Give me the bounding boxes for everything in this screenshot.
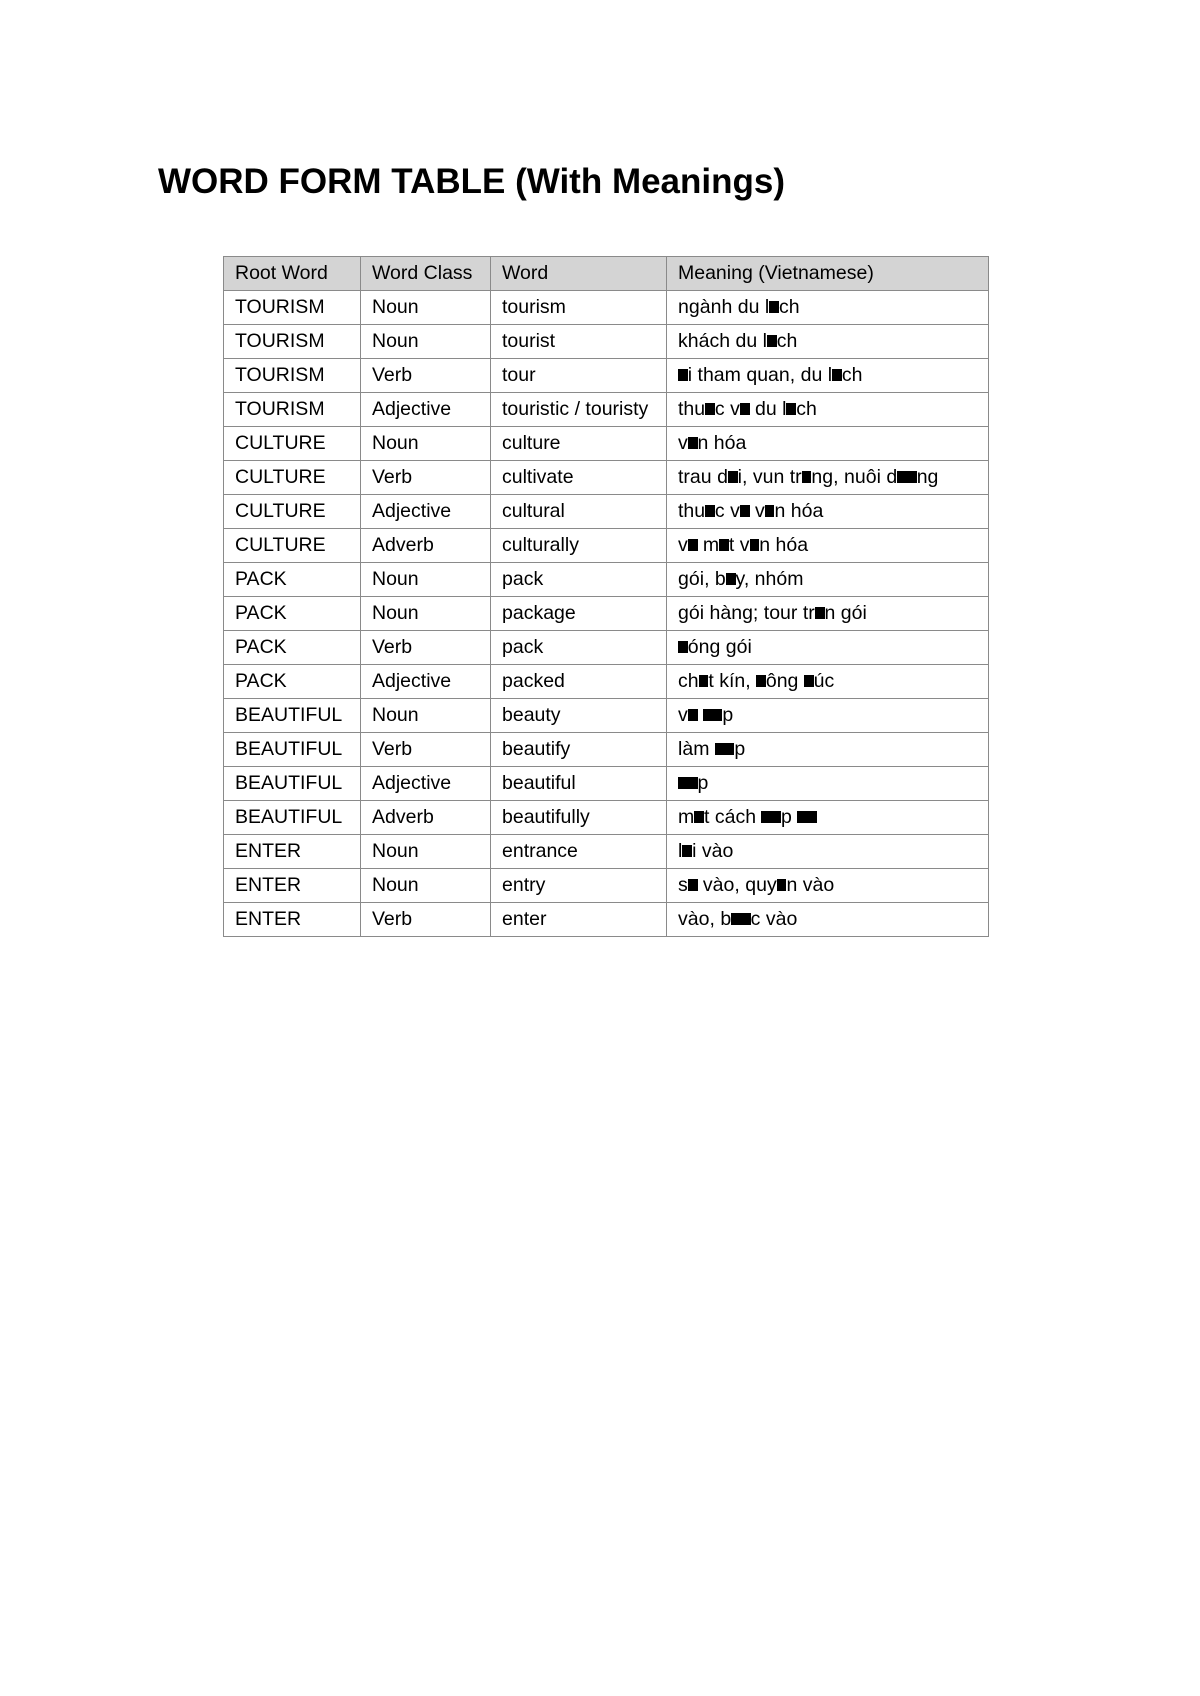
cell-word: beautify bbox=[491, 733, 667, 767]
table-row bbox=[224, 733, 989, 767]
missing-glyph-block bbox=[731, 913, 741, 925]
cell-meaning: ch t kín, ông úc bbox=[667, 665, 989, 699]
cell-word: tourism bbox=[491, 291, 667, 325]
cell-meaning: v m t v n hóa bbox=[667, 529, 989, 563]
cell-word: pack bbox=[491, 631, 667, 665]
cell-root-word: CULTURE bbox=[224, 529, 361, 563]
cell-word: entrance bbox=[491, 835, 667, 869]
table-row bbox=[224, 563, 989, 597]
cell-meaning: m t cách p bbox=[667, 801, 989, 835]
cell-meaning: ngành du l ch bbox=[667, 291, 989, 325]
missing-glyph-block bbox=[726, 573, 736, 585]
missing-glyph-block bbox=[769, 301, 779, 313]
cell-meaning: v n hóa bbox=[667, 427, 989, 461]
cell-meaning: thu c v du l ch bbox=[667, 393, 989, 427]
missing-glyph-block bbox=[815, 607, 825, 619]
table-row bbox=[224, 291, 989, 325]
cell-meaning: vào, b c vào bbox=[667, 903, 989, 937]
cell-word-class: Adjective bbox=[361, 495, 491, 529]
cell-word-class: Noun bbox=[361, 597, 491, 631]
cell-meaning: i tham quan, du l ch bbox=[667, 359, 989, 393]
cell-root-word: TOURISM bbox=[224, 291, 361, 325]
missing-glyph-block bbox=[678, 641, 688, 653]
missing-glyph-block bbox=[802, 471, 812, 483]
missing-glyph-block bbox=[807, 811, 817, 823]
cell-word: culture bbox=[491, 427, 667, 461]
cell-word-class: Adjective bbox=[361, 393, 491, 427]
word-form-table bbox=[223, 256, 989, 937]
cell-word-class: Verb bbox=[361, 359, 491, 393]
cell-root-word: PACK bbox=[224, 563, 361, 597]
table-row bbox=[224, 427, 989, 461]
missing-glyph-block bbox=[786, 403, 796, 415]
page-title: WORD FORM TABLE (With Meanings) bbox=[158, 162, 786, 201]
header-meaning: Meaning (Vietnamese) bbox=[667, 257, 989, 291]
missing-glyph-block bbox=[678, 777, 688, 789]
header-word-class: Word Class bbox=[361, 257, 491, 291]
missing-glyph-block bbox=[750, 539, 760, 551]
cell-word: packed bbox=[491, 665, 667, 699]
cell-word: tour bbox=[491, 359, 667, 393]
cell-meaning: làm p bbox=[667, 733, 989, 767]
cell-word-class: Noun bbox=[361, 699, 491, 733]
cell-root-word: PACK bbox=[224, 597, 361, 631]
cell-word: tourist bbox=[491, 325, 667, 359]
cell-word: culturally bbox=[491, 529, 667, 563]
table-row bbox=[224, 767, 989, 801]
cell-root-word: CULTURE bbox=[224, 495, 361, 529]
cell-word: cultural bbox=[491, 495, 667, 529]
cell-root-word: ENTER bbox=[224, 869, 361, 903]
table-header-row bbox=[224, 257, 989, 291]
cell-meaning: v p bbox=[667, 699, 989, 733]
cell-root-word: TOURISM bbox=[224, 393, 361, 427]
missing-glyph-block bbox=[694, 811, 704, 823]
table-row bbox=[224, 699, 989, 733]
cell-root-word: TOURISM bbox=[224, 359, 361, 393]
cell-word: beautifully bbox=[491, 801, 667, 835]
cell-word-class: Verb bbox=[361, 903, 491, 937]
missing-glyph-block bbox=[688, 539, 698, 551]
table-row bbox=[224, 835, 989, 869]
cell-meaning: óng gói bbox=[667, 631, 989, 665]
header-word: Word bbox=[491, 257, 667, 291]
cell-word-class: Verb bbox=[361, 733, 491, 767]
cell-root-word: ENTER bbox=[224, 835, 361, 869]
cell-word-class: Adjective bbox=[361, 767, 491, 801]
missing-glyph-block bbox=[703, 709, 713, 721]
missing-glyph-block bbox=[756, 675, 766, 687]
cell-root-word: PACK bbox=[224, 631, 361, 665]
cell-word-class: Adverb bbox=[361, 529, 491, 563]
cell-root-word: ENTER bbox=[224, 903, 361, 937]
missing-glyph-block bbox=[713, 709, 723, 721]
table-row bbox=[224, 801, 989, 835]
missing-glyph-block bbox=[705, 505, 715, 517]
table-row bbox=[224, 665, 989, 699]
cell-root-word: BEAUTIFUL bbox=[224, 801, 361, 835]
cell-word-class: Noun bbox=[361, 835, 491, 869]
missing-glyph-block bbox=[907, 471, 917, 483]
cell-word: entry bbox=[491, 869, 667, 903]
missing-glyph-block bbox=[688, 709, 698, 721]
cell-word-class: Verb bbox=[361, 631, 491, 665]
cell-root-word: BEAUTIFUL bbox=[224, 767, 361, 801]
cell-word: pack bbox=[491, 563, 667, 597]
missing-glyph-block bbox=[688, 437, 698, 449]
cell-word-class: Adverb bbox=[361, 801, 491, 835]
cell-meaning: l i vào bbox=[667, 835, 989, 869]
missing-glyph-block bbox=[832, 369, 842, 381]
missing-glyph-block bbox=[897, 471, 907, 483]
missing-glyph-block bbox=[740, 403, 750, 415]
cell-meaning: thu c v v n hóa bbox=[667, 495, 989, 529]
missing-glyph-block bbox=[761, 811, 771, 823]
missing-glyph-block bbox=[740, 505, 750, 517]
missing-glyph-block bbox=[804, 675, 814, 687]
missing-glyph-block bbox=[725, 743, 735, 755]
cell-meaning: khách du l ch bbox=[667, 325, 989, 359]
table-row bbox=[224, 597, 989, 631]
table-row bbox=[224, 393, 989, 427]
cell-meaning: s vào, quy n vào bbox=[667, 869, 989, 903]
cell-meaning: gói hàng; tour tr n gói bbox=[667, 597, 989, 631]
missing-glyph-block bbox=[715, 743, 725, 755]
cell-root-word: BEAUTIFUL bbox=[224, 699, 361, 733]
missing-glyph-block bbox=[767, 335, 777, 347]
missing-glyph-block bbox=[688, 777, 698, 789]
missing-glyph-block bbox=[777, 879, 787, 891]
cell-meaning: p bbox=[667, 767, 989, 801]
cell-meaning: trau d i, vun tr ng, nuôi d ng bbox=[667, 461, 989, 495]
missing-glyph-block bbox=[705, 403, 715, 415]
table-row bbox=[224, 903, 989, 937]
table-body bbox=[224, 291, 989, 937]
cell-word-class: Noun bbox=[361, 427, 491, 461]
cell-word: package bbox=[491, 597, 667, 631]
missing-glyph-block bbox=[699, 675, 709, 687]
missing-glyph-block bbox=[688, 879, 698, 891]
cell-word-class: Noun bbox=[361, 869, 491, 903]
cell-word: cultivate bbox=[491, 461, 667, 495]
table-row bbox=[224, 869, 989, 903]
cell-word-class: Noun bbox=[361, 563, 491, 597]
table-row bbox=[224, 461, 989, 495]
cell-word-class: Adjective bbox=[361, 665, 491, 699]
table-row bbox=[224, 325, 989, 359]
table-row bbox=[224, 529, 989, 563]
cell-meaning: gói, b y, nhóm bbox=[667, 563, 989, 597]
cell-root-word: CULTURE bbox=[224, 427, 361, 461]
missing-glyph-block bbox=[741, 913, 751, 925]
cell-word: beautiful bbox=[491, 767, 667, 801]
cell-word-class: Noun bbox=[361, 325, 491, 359]
cell-root-word: BEAUTIFUL bbox=[224, 733, 361, 767]
missing-glyph-block bbox=[678, 369, 688, 381]
cell-word: beauty bbox=[491, 699, 667, 733]
table-row bbox=[224, 631, 989, 665]
cell-root-word: TOURISM bbox=[224, 325, 361, 359]
cell-word-class: Verb bbox=[361, 461, 491, 495]
missing-glyph-block bbox=[771, 811, 781, 823]
missing-glyph-block bbox=[797, 811, 807, 823]
table-row bbox=[224, 495, 989, 529]
missing-glyph-block bbox=[728, 471, 738, 483]
cell-word: touristic / touristy bbox=[491, 393, 667, 427]
cell-word-class: Noun bbox=[361, 291, 491, 325]
cell-root-word: PACK bbox=[224, 665, 361, 699]
header-root-word: Root Word bbox=[224, 257, 361, 291]
cell-word: enter bbox=[491, 903, 667, 937]
cell-root-word: CULTURE bbox=[224, 461, 361, 495]
missing-glyph-block bbox=[765, 505, 775, 517]
missing-glyph-block bbox=[682, 845, 692, 857]
table-row bbox=[224, 359, 989, 393]
missing-glyph-block bbox=[719, 539, 729, 551]
